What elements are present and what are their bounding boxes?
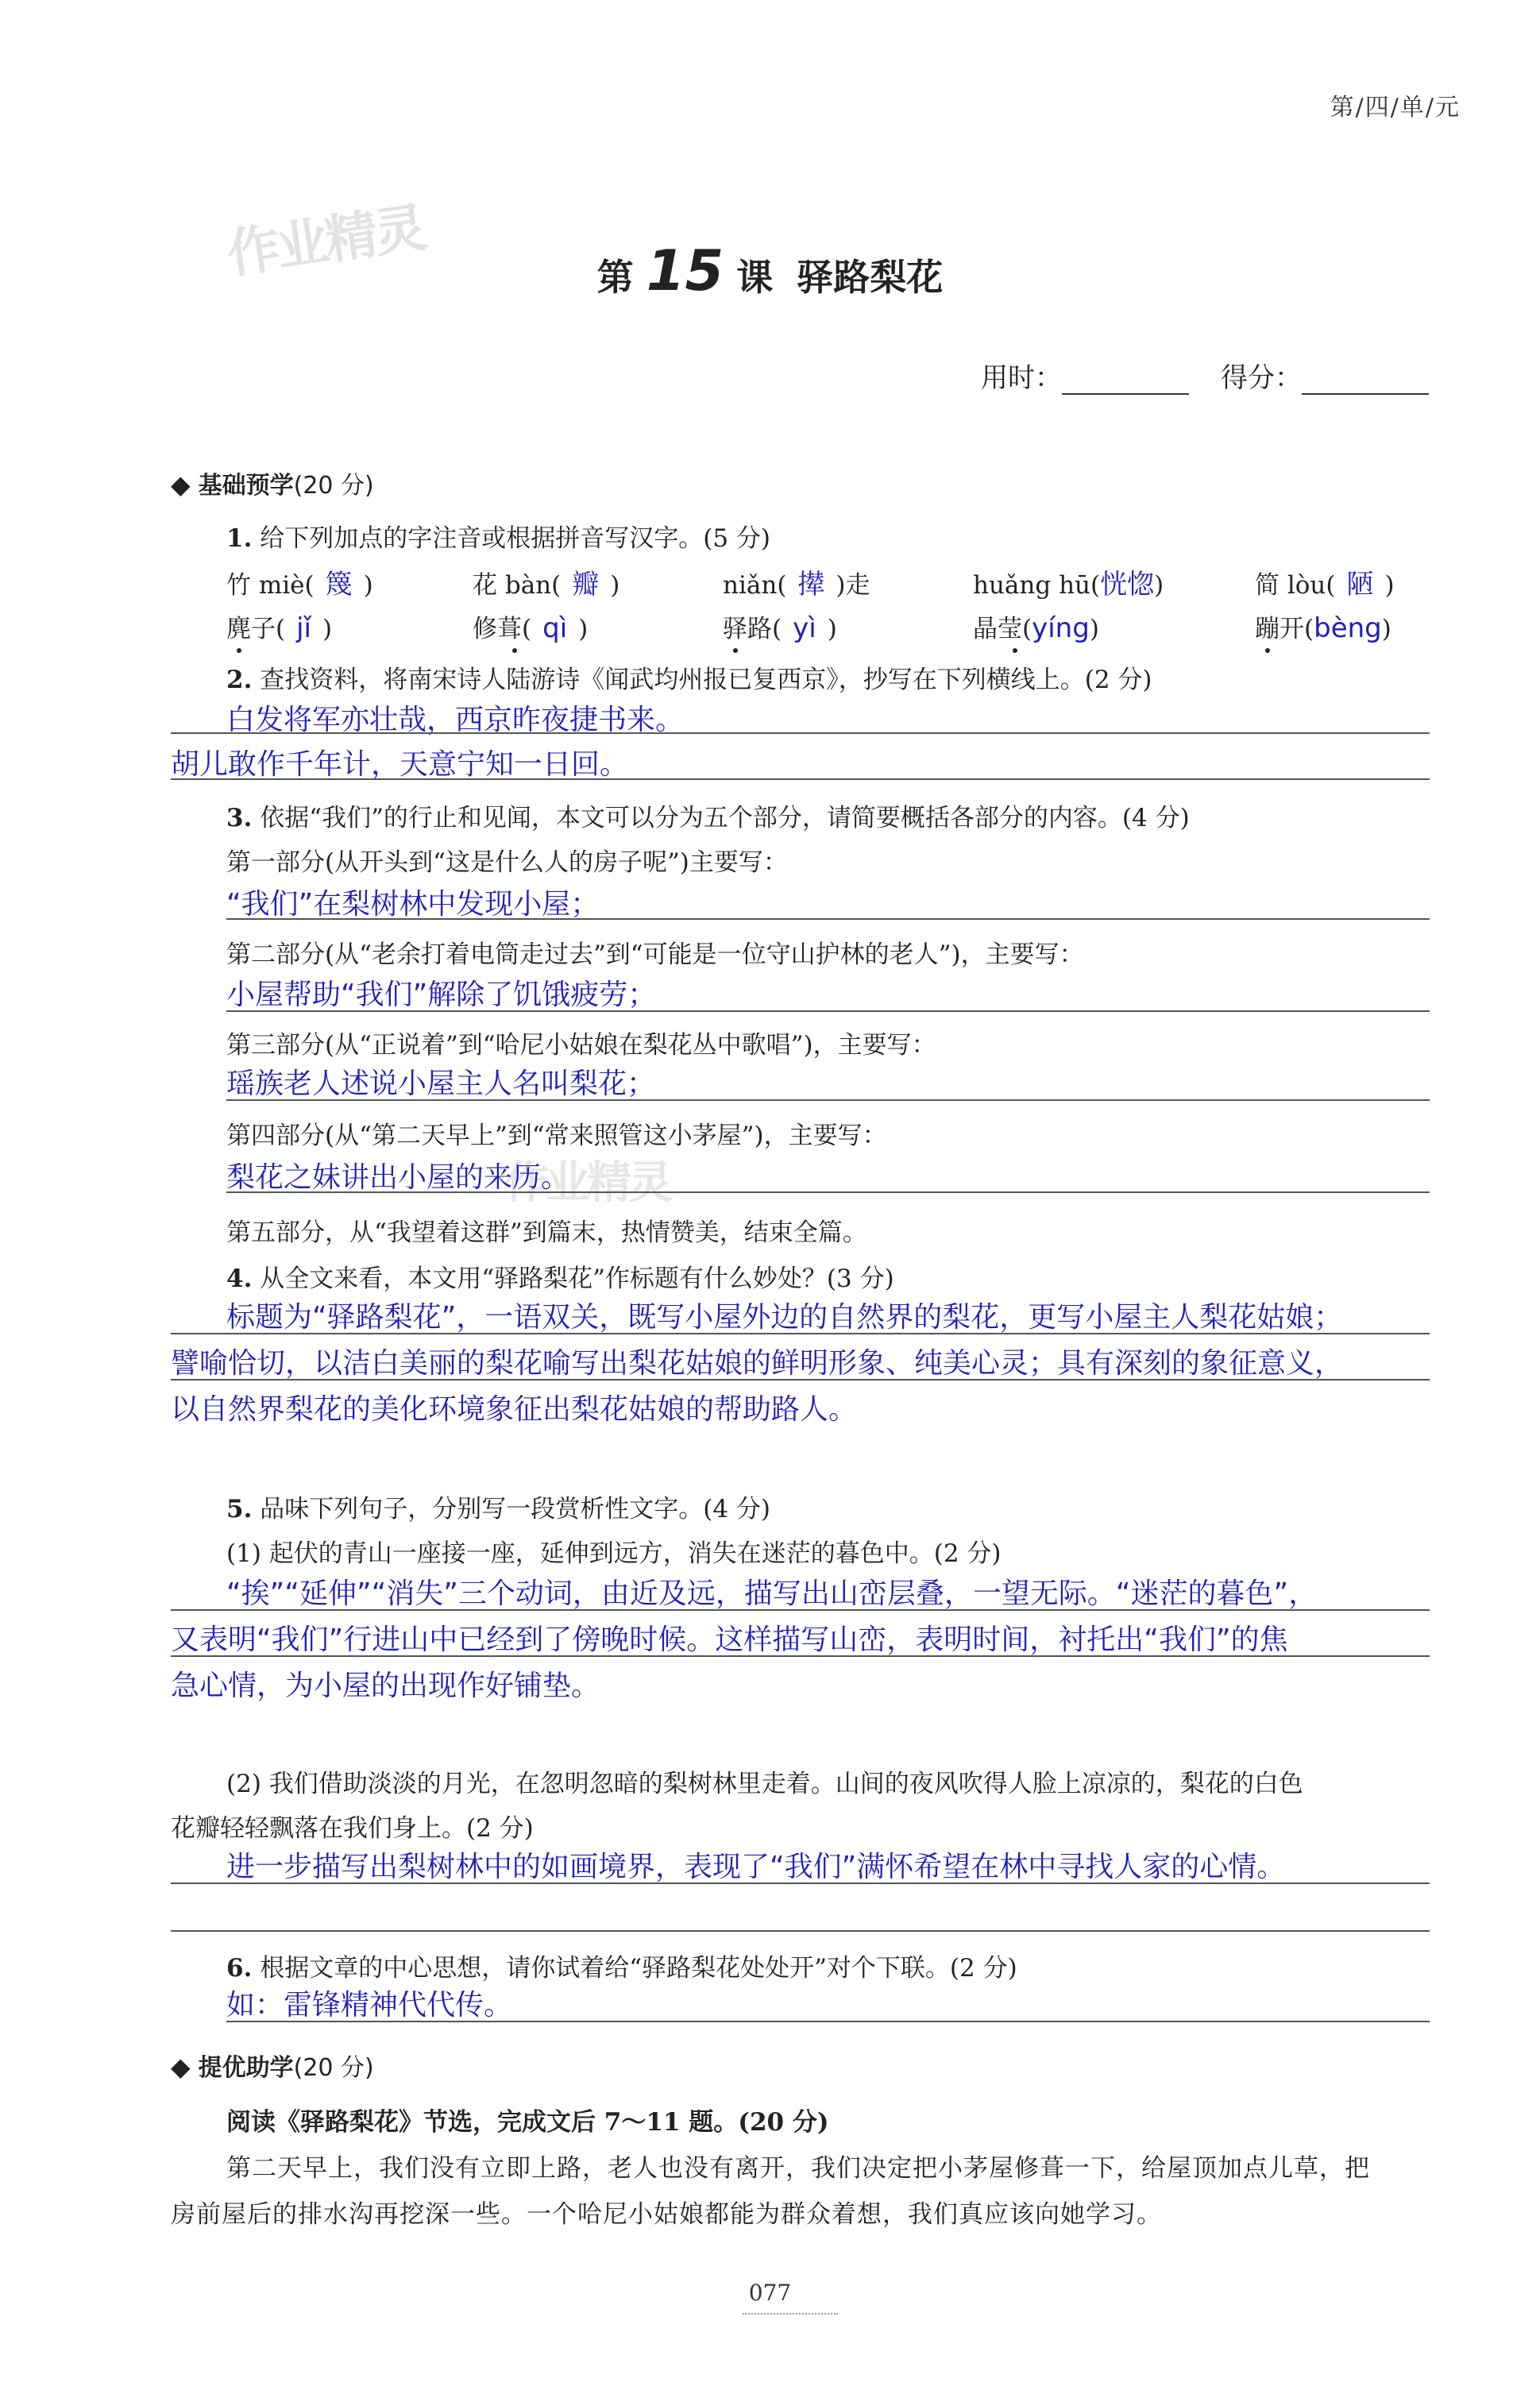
question-text: 从全文来看，本文用“驿路梨花”作标题有什么妙处？(3 分) bbox=[260, 1265, 894, 1293]
answer-line: 小屋帮助“我们”解除了饥饿疲劳； bbox=[226, 979, 657, 1011]
item-prompt: 路( bbox=[747, 615, 782, 643]
answer-line: 又表明“我们”行进山中已经到了傍晚时候。这样描写山峦，表明时间，衬托出“我们”的焦 bbox=[171, 1624, 1288, 1656]
sentence-2: (2) 我们借助淡淡的月光，在忽明忽暗的梨树林里走着。山间的夜风吹得人脸上凉凉的，梨花的白色 bbox=[226, 1770, 1303, 1798]
timing-row bbox=[981, 356, 1429, 395]
answer-text: 篾 bbox=[325, 569, 353, 600]
answer-rule bbox=[226, 1010, 1430, 1012]
item-prompt: 子( bbox=[251, 615, 286, 643]
question-5: 5. 品味下列句子，分别写一段赏析性文字。(4 分) bbox=[226, 1495, 770, 1523]
score-label: 得分： bbox=[1221, 362, 1302, 394]
answer-line: “我们”在梨树林中发现小屋； bbox=[226, 888, 600, 921]
answer-text: bèng bbox=[1314, 612, 1382, 644]
answer-line: 譬喻恰切，以洁白美丽的梨花喻写出梨花姑娘的鲜明形象、纯美心灵；具有深刻的象征意义， bbox=[171, 1347, 1344, 1380]
section-points: (20 分) bbox=[293, 472, 374, 500]
answer-line: 胡儿敢作千年计，天意宁知一日回。 bbox=[171, 748, 629, 781]
answer-rule bbox=[226, 2021, 1430, 2022]
pinyin-item bbox=[473, 608, 588, 644]
dotted-char: 葺( bbox=[497, 615, 532, 643]
answer-rule bbox=[171, 1609, 1430, 1611]
item-prompt: 晶 bbox=[973, 615, 998, 643]
answer-text: yì bbox=[793, 612, 816, 644]
reading-paragraph: 第二天早上，我们没有立即上路，老人也没有离开，我们决定把小茅屋修葺一下，给屋顶加点儿草，把 bbox=[226, 2154, 1370, 2183]
question-2: 2. 查找资料，将南宋诗人陆游诗《闻武均州报已复西京》，抄写在下列横线上。(2 分) bbox=[226, 666, 1152, 694]
answer-rule bbox=[171, 1333, 1430, 1334]
reading-intro: 阅读《驿路梨花》节选，完成文后 7～11 题。(20 分) bbox=[226, 2108, 829, 2137]
item-close: ) bbox=[578, 615, 589, 643]
part-prompt: 第四部分(从“第二天早上”到“常来照管这小茅屋”)，主要写： bbox=[226, 1122, 887, 1150]
reading-paragraph: 房前屋后的排水沟再挖深一些。一个哈尼小姑娘都能为群众着想，我们真应该向她学习。 bbox=[171, 2200, 1162, 2229]
item-close: ) bbox=[1381, 615, 1391, 643]
question-3: 3. 依据“我们”的行止和见闻，本文可以分为五个部分，请简要概括各部分的内容。(4 分) bbox=[226, 804, 1190, 832]
pinyin-item bbox=[1255, 608, 1391, 644]
answer-line: 进一步描写出梨树林中的如画境界，表现了“我们”满怀希望在林中寻找人家的心情。 bbox=[226, 1851, 1286, 1883]
answer-text: jǐ bbox=[296, 612, 312, 644]
time-blank[interactable] bbox=[1062, 366, 1189, 395]
answer-rule bbox=[171, 778, 1430, 780]
part-prompt: 第二部分(从“老余打着电筒走过去”到“可能是一位守山护林的老人”)，主要写： bbox=[226, 940, 1084, 969]
question-text: 给下列加点的字注音或根据拼音写汉字。(5 分) bbox=[260, 524, 770, 553]
item-prompt: 开( bbox=[1279, 615, 1314, 643]
item-prompt: niǎn( bbox=[723, 571, 787, 600]
answer-text: 陋 bbox=[1346, 569, 1374, 600]
section-heading bbox=[171, 2048, 374, 2083]
item-close: ) bbox=[827, 615, 837, 643]
diamond-icon: ◆ bbox=[171, 469, 191, 500]
pinyin-item bbox=[973, 608, 1099, 644]
answer-rule bbox=[226, 1191, 1430, 1193]
answer-text: 撵 bbox=[797, 569, 825, 600]
question-text: 查找资料，将南宋诗人陆游诗《闻武均州报已复西京》，抄写在下列横线上。(2 分) bbox=[260, 666, 1152, 694]
page-number: 077 bbox=[748, 2280, 792, 2306]
answer-rule bbox=[171, 1655, 1430, 1657]
answer-line: “挨”“延伸”“消失”三个动词，由近及远，描写出山峦层叠，一望无际。“迷茫的暮色”， bbox=[226, 1577, 1318, 1610]
item-prompt: 修 bbox=[473, 615, 497, 643]
dotted-char: 麂 bbox=[226, 615, 251, 643]
question-text: 品味下列句子，分别写一段赏析性文字。(4 分) bbox=[260, 1495, 770, 1523]
pinyin-item bbox=[973, 562, 1164, 601]
answer-line: 标题为“驿路梨花”，一语双关，既写小屋外边的自然界的梨花，更写小屋主人梨花姑娘； bbox=[226, 1301, 1343, 1334]
section-title: 基础预学 bbox=[198, 472, 294, 500]
part-prompt: 第五部分，从“我望着这群”到篇末，热情赞美，结束全篇。 bbox=[226, 1218, 867, 1247]
question-6: 6. 根据文章的中心思想，请你试着给“驿路梨花处处开”对个下联。(2 分) bbox=[226, 1954, 1017, 1983]
title-prefix: 第 bbox=[596, 256, 634, 299]
answer-line: 以自然界梨花的美化环境象征出梨花姑娘的帮助路人。 bbox=[171, 1393, 858, 1426]
dotted-char: 驿 bbox=[723, 615, 747, 643]
watermark: 作业精灵 bbox=[223, 197, 427, 285]
answer-rule bbox=[226, 1099, 1430, 1101]
pinyin-item bbox=[1255, 562, 1395, 601]
unit-label: 第/四/单/元 bbox=[1330, 94, 1461, 122]
pinyin-item bbox=[226, 608, 332, 644]
question-text: 依据“我们”的行止和见闻，本文可以分为五个部分，请简要概括各部分的内容。(4 分) bbox=[260, 804, 1190, 832]
answer-rule bbox=[171, 1379, 1430, 1380]
answer-rule bbox=[226, 918, 1430, 920]
answer-line: 如：雷锋精神代代传。 bbox=[226, 1989, 513, 2022]
title-suffix: 课 bbox=[736, 256, 774, 299]
item-close: ) bbox=[610, 571, 620, 600]
sentence-1: (1) 起伏的青山一座接一座，延伸到远方，消失在迷茫的暮色中。(2 分) bbox=[226, 1539, 1002, 1568]
pinyin-item bbox=[226, 562, 373, 601]
question-text: 根据文章的中心思想，请你试着给“驿路梨花处处开”对个下联。(2 分) bbox=[260, 1954, 1017, 1983]
pinyin-item bbox=[723, 608, 837, 644]
item-prompt: 竹 miè( bbox=[226, 571, 315, 600]
dotted-char: 莹( bbox=[998, 615, 1032, 643]
question-4: 4. 从全文来看，本文用“驿路梨花”作标题有什么妙处？(3 分) bbox=[226, 1265, 894, 1293]
section-title: 提优助学 bbox=[198, 2054, 294, 2082]
item-close: ) bbox=[1154, 571, 1164, 600]
sentence-2-cont: 花瓣轻轻飘落在我们身上。(2 分) bbox=[171, 1814, 534, 1843]
answer-text: qì bbox=[542, 612, 568, 644]
item-prompt: 简 lòu( bbox=[1255, 571, 1336, 600]
item-close: ) bbox=[1089, 615, 1099, 643]
answer-text: 恍惚 bbox=[1100, 569, 1155, 600]
answer-line: 白发将军亦壮哉，西京昨夜捷书来。 bbox=[226, 704, 685, 736]
answer-line: 瑶族老人述说小屋主人名叫梨花； bbox=[226, 1068, 656, 1100]
part-prompt: 第三部分(从“正说着”到“哈尼小姑娘在梨花丛中歌唱”)，主要写： bbox=[226, 1031, 936, 1060]
time-label: 用时： bbox=[981, 362, 1062, 394]
part-prompt: 第一部分(从开头到“这是什么人的房子呢”)主要写： bbox=[226, 848, 788, 877]
item-close: ) bbox=[363, 571, 373, 600]
answer-line: 急心情，为小屋的出现作好铺垫。 bbox=[171, 1670, 600, 1702]
pinyin-item bbox=[723, 562, 870, 601]
answer-text: 瓣 bbox=[572, 569, 600, 600]
diamond-icon: ◆ bbox=[171, 2052, 191, 2082]
item-close: )走 bbox=[836, 571, 870, 600]
score-blank[interactable] bbox=[1302, 366, 1429, 395]
answer-line: 梨花之妹讲出小屋的来历。 bbox=[226, 1161, 570, 1194]
lesson-number: 15 bbox=[646, 238, 724, 303]
item-prompt: 花 bàn( bbox=[473, 571, 562, 600]
item-close: ) bbox=[1384, 571, 1395, 600]
answer-text: yíng bbox=[1032, 612, 1090, 644]
item-prompt: huǎng hū( bbox=[973, 571, 1101, 600]
lesson-name: 驿路梨花 bbox=[797, 256, 944, 299]
pinyin-item bbox=[473, 562, 619, 601]
section-heading bbox=[171, 465, 374, 500]
section-points: (20 分) bbox=[293, 2054, 374, 2082]
dotted-char: 蹦 bbox=[1255, 615, 1279, 643]
answer-rule bbox=[171, 1882, 1430, 1884]
answer-rule bbox=[171, 1930, 1430, 1932]
question-1: 1. 给下列加点的字注音或根据拼音写汉字。(5 分) bbox=[226, 524, 770, 553]
watermark: 作业精灵 bbox=[504, 1157, 670, 1209]
lesson-title bbox=[0, 238, 1540, 303]
footer-divider bbox=[743, 2313, 838, 2315]
item-close: ) bbox=[322, 615, 333, 643]
answer-rule bbox=[171, 732, 1430, 734]
